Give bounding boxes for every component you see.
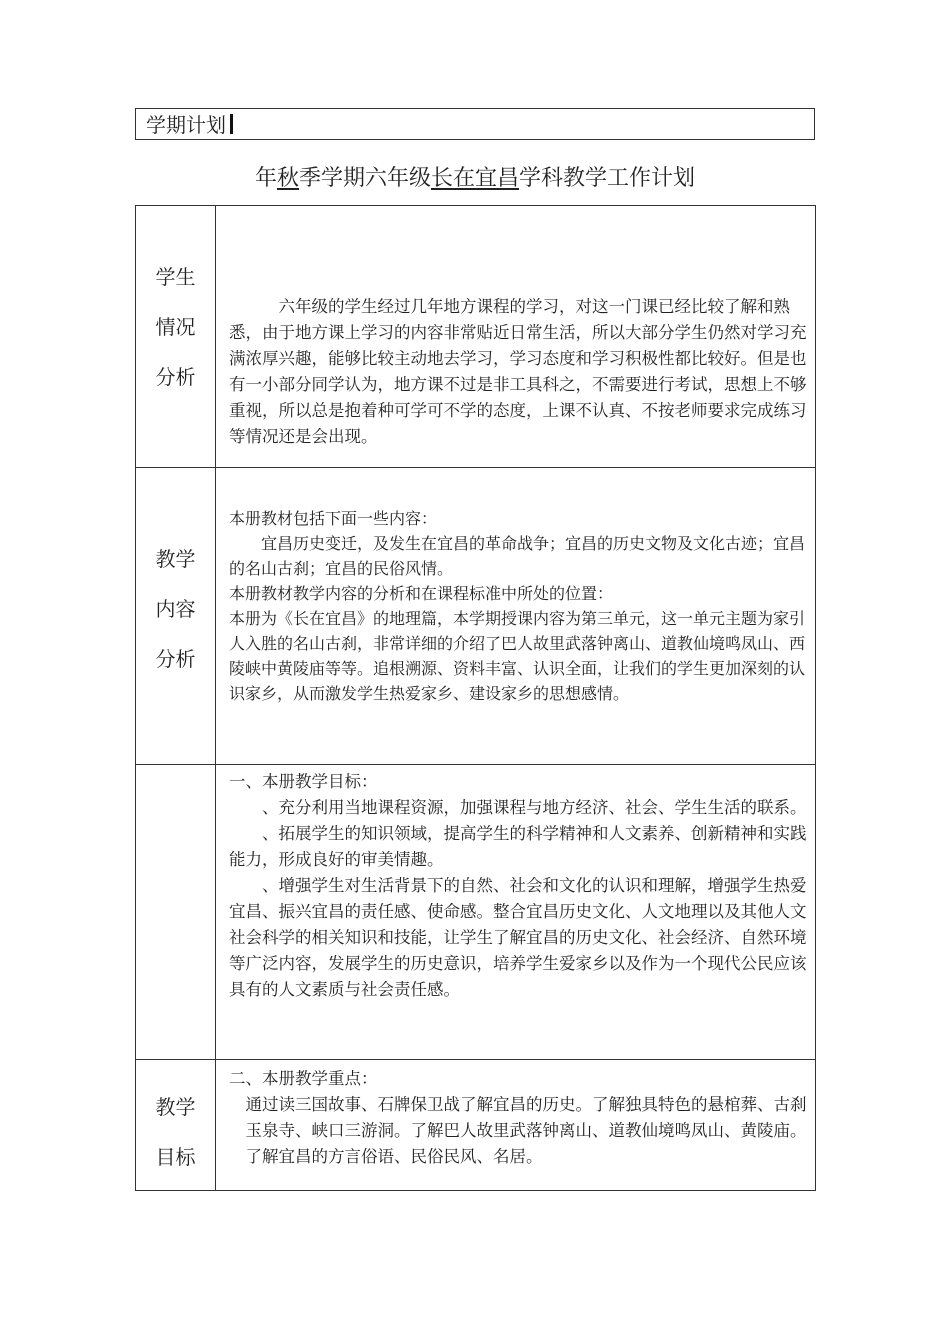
- plan-table: [135, 205, 816, 1191]
- document-title: [0, 165, 950, 193]
- goals-heading: 一、本册教学目标：: [229, 772, 378, 791]
- student-analysis-text: 六年级的学生经过几年地方课程的学习，对这一门课已经比较了解和熟悉，由于地方课上学习的内容非常贴近日常生活，所以大部分学生仍然对学习充满浓厚兴趣，能够比较主动地去学习，学习态度和学习积极性都比较好。但是也有一小部分同学认为，地方课不过是非工具科之，不需要进行考试，思想上不够重视，所以总是抱着种可学可不学的态度，上课不认真、不按老师要求完成练习等情况还是会出现。: [229, 297, 807, 446]
- label-line: 情况: [155, 315, 196, 339]
- label-line: 分析: [155, 647, 196, 671]
- column-divider: [215, 206, 216, 1190]
- goal-item: 、拓展学生的知识领域，提高学生的科学精神和人文素养、创新精神和实践能力，形成良好的审美情趣。: [229, 824, 807, 869]
- text-cursor: [230, 114, 233, 134]
- teaching-goals-content: [229, 769, 809, 1003]
- goal-item: 、充分利用当地课程资源，加强课程与地方经济、社会、学生生活的联系。: [262, 798, 807, 817]
- title-subject: 长在宜昌: [431, 166, 520, 191]
- label-line: 学生: [155, 265, 196, 289]
- goal-item: 、增强学生对生活背景下的自然、社会和文化的认识和理解，增强学生热爱宜昌、振兴宜昌的责任感、使命感。整合宜昌历史文化、人文地理以及其他人文社会科学的相关知识和技能，让学生了解宜昌的历史文化、社会经济、自然环境等广泛内容，发展学生的历史意识，培养学生爱家乡以及作为一个现代公民应该具有的人文素质与社会责任感。: [229, 876, 807, 999]
- label-line: 目标: [155, 1145, 196, 1169]
- teaching-goals-label: [136, 1082, 215, 1182]
- content-intro: 本册教材包括下面一些内容：: [229, 509, 438, 528]
- content-analysis-label: [136, 534, 215, 684]
- focus-heading: 二、本册教学重点：: [229, 1069, 378, 1088]
- title-year: 年: [254, 166, 277, 191]
- label-line: 分析: [155, 365, 196, 389]
- header-label-text: 学期计划: [146, 113, 226, 137]
- row-divider: [136, 467, 815, 468]
- content-standards-text: 本册为《长在宜昌》的地理篇，本学期授课内容为第三单元，这一单元主题为家引人入胜的名山古刹，非常详细的介绍了巴人故里武落钟离山、道教仙境鸣凤山、西陵峡中黄陵庙等等。追根溯源、资料丰富、认识全面，让我们的学生更加深刻的认识家乡，从而激发学生热爱家乡、建设家乡的思想感情。: [229, 609, 806, 703]
- teaching-focus-content: [229, 1066, 809, 1170]
- row-divider: [136, 764, 815, 765]
- label-line: 教学: [155, 547, 196, 571]
- title-grade: 季学期六年级: [298, 166, 431, 191]
- content-topics: 宜昌历史变迁，及发生在宜昌的革命战争；宜昌的历史文物及文化古迹；宜昌的名山古刹；宜昌的民俗风情。: [229, 534, 806, 578]
- row-divider: [136, 1059, 815, 1060]
- label-line: 教学: [155, 1095, 196, 1119]
- header-box: [135, 108, 815, 140]
- title-suffix: 学科教学工作计划: [519, 166, 696, 191]
- content-standards-heading: 本册教材教学内容的分析和在课程标准中所处的位置：: [229, 584, 614, 603]
- student-analysis-label: [136, 252, 215, 402]
- student-analysis-content: [229, 294, 809, 450]
- title-season: 秋: [276, 166, 299, 191]
- header-label: [146, 113, 233, 137]
- label-line: 内容: [155, 597, 196, 621]
- focus-text: 通过读三国故事、石牌保卫战了解宜昌的历史。了解独具特色的悬棺葬、古刹玉泉寺、峡口三游洞。了解巴人故里武落钟离山、道教仙境鸣凤山、黄陵庙。了解宜昌的方言俗语、民俗民风、名居。: [245, 1095, 807, 1166]
- content-analysis-content: [229, 506, 809, 706]
